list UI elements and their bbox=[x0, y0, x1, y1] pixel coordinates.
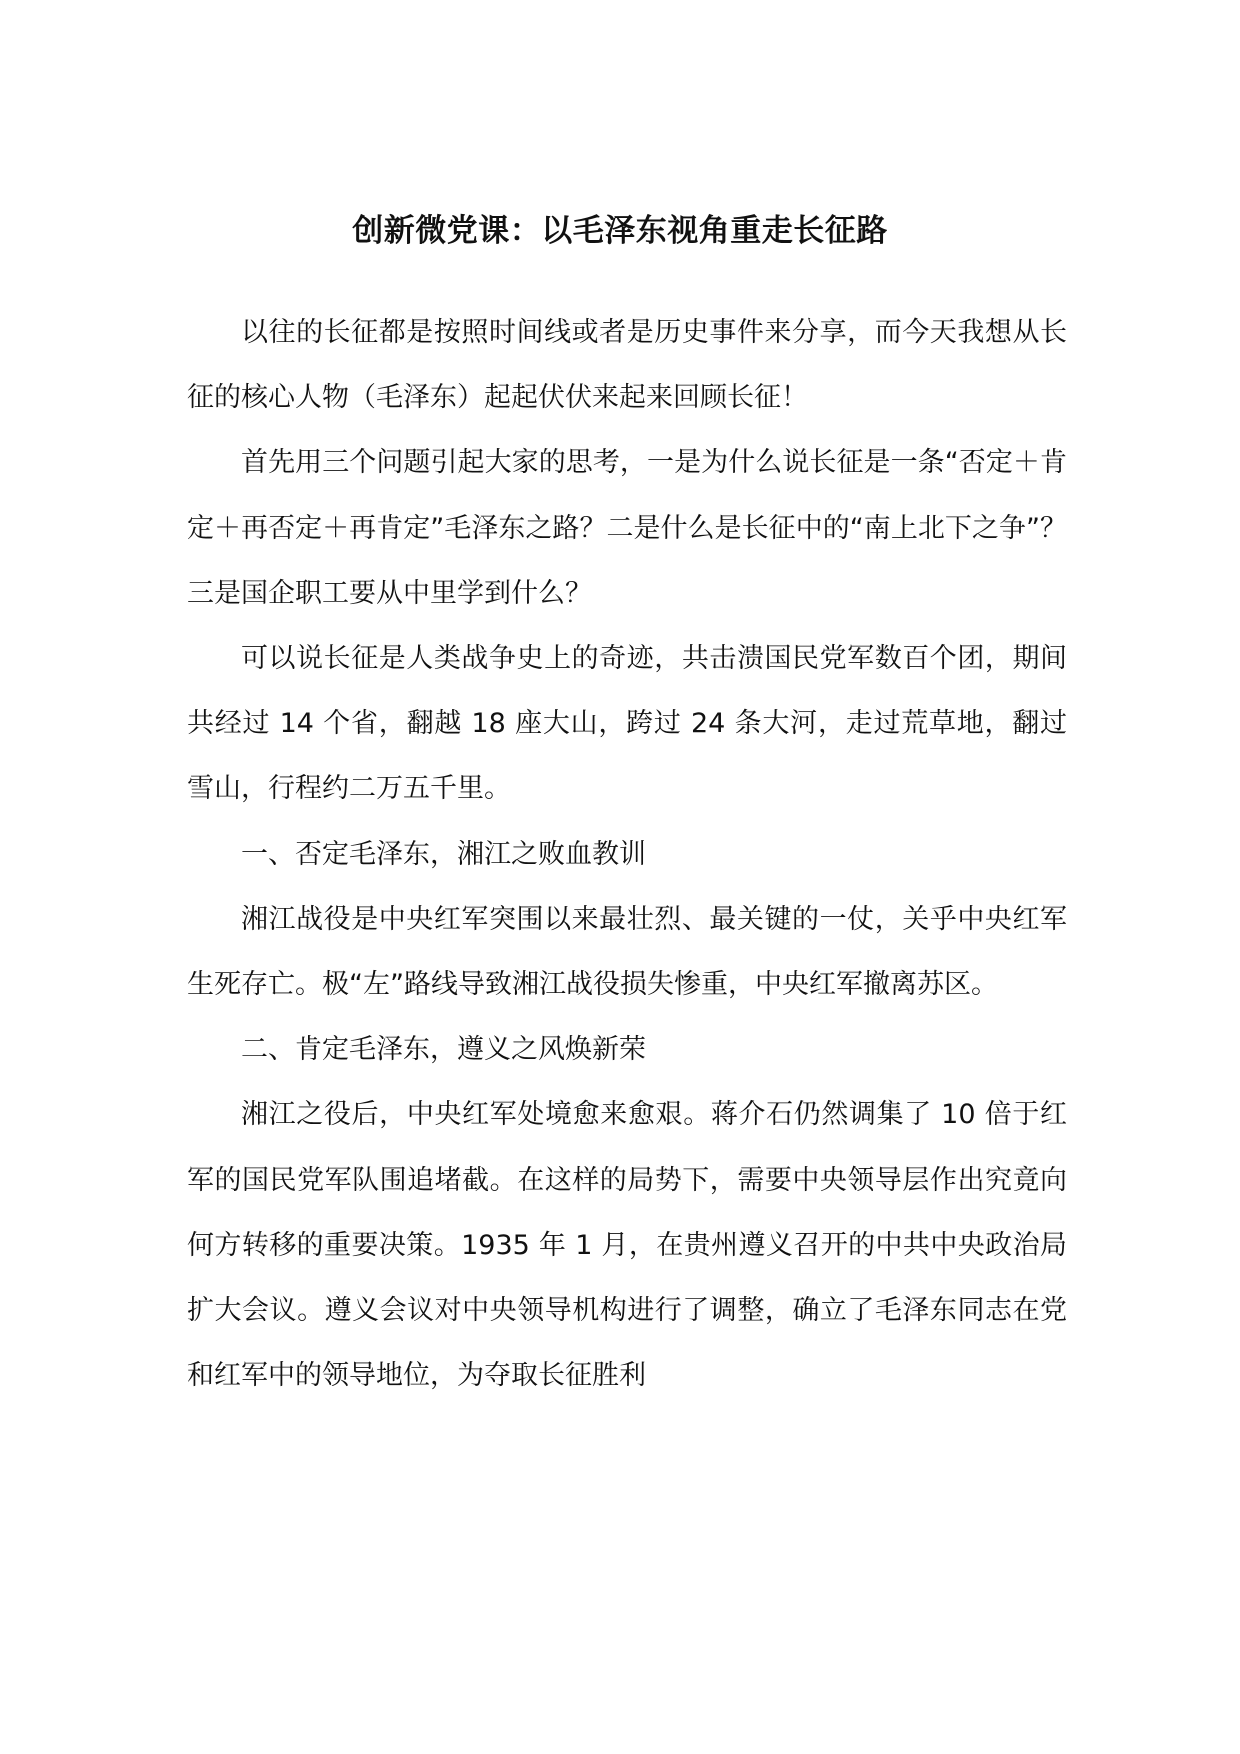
paragraph-miracle: 可以说长征是人类战争史上的奇迹，共击溃国民党军数百个团，期间共经过 14 个省，翻越 18 座大山，跨过 24 条大河，走过荒草地，翻过雪山，行程约二万五千里。 bbox=[187, 643, 1067, 805]
paragraph-zunyi: 湘江之役后，中央红军处境愈来愈艰。蒋介石仍然调集了 10 倍于红军的国民党军队围追堵截。在这样的局势下，需要中央领导层作出究竟向何方转移的重要决策。1935 年 1 月，在贵州遵义召开的中共中央政治局扩大会议。遵义会议对中央领导机构进行了调整，确立了毛泽东同志在党和红军中的领导地位，为夺取长征胜利 bbox=[187, 1099, 1067, 1392]
document-body bbox=[187, 300, 1067, 1408]
document-title: 创新微党课：以毛泽东视角重走长征路 bbox=[352, 213, 888, 249]
section-heading-zunyi: 二、肯定毛泽东，遵义之风焕新荣 bbox=[241, 1034, 646, 1066]
paragraph-xiangjiang: 湘江战役是中央红军突围以来最壮烈、最关键的一仗，关乎中央红军生死存亡。极“左”路线导致湘江战役损失惨重，中央红军撤离苏区。 bbox=[187, 903, 1067, 1001]
paragraph-intro: 以往的长征都是按照时间线或者是历史事件来分享，而今天我想从长征的核心人物（毛泽东）起起伏伏来起来回顾长征！ bbox=[187, 317, 1067, 414]
paragraph-questions: 首先用三个问题引起大家的思考，一是为什么说长征是一条“否定＋肯定＋再否定＋再肯定”毛泽东之路？二是什么是长征中的“南上北下之争”？三是国企职工要从中里学到什么？ bbox=[187, 447, 1067, 609]
section-heading-xiangjiang: 一、否定毛泽东，湘江之败血教训 bbox=[241, 838, 646, 870]
